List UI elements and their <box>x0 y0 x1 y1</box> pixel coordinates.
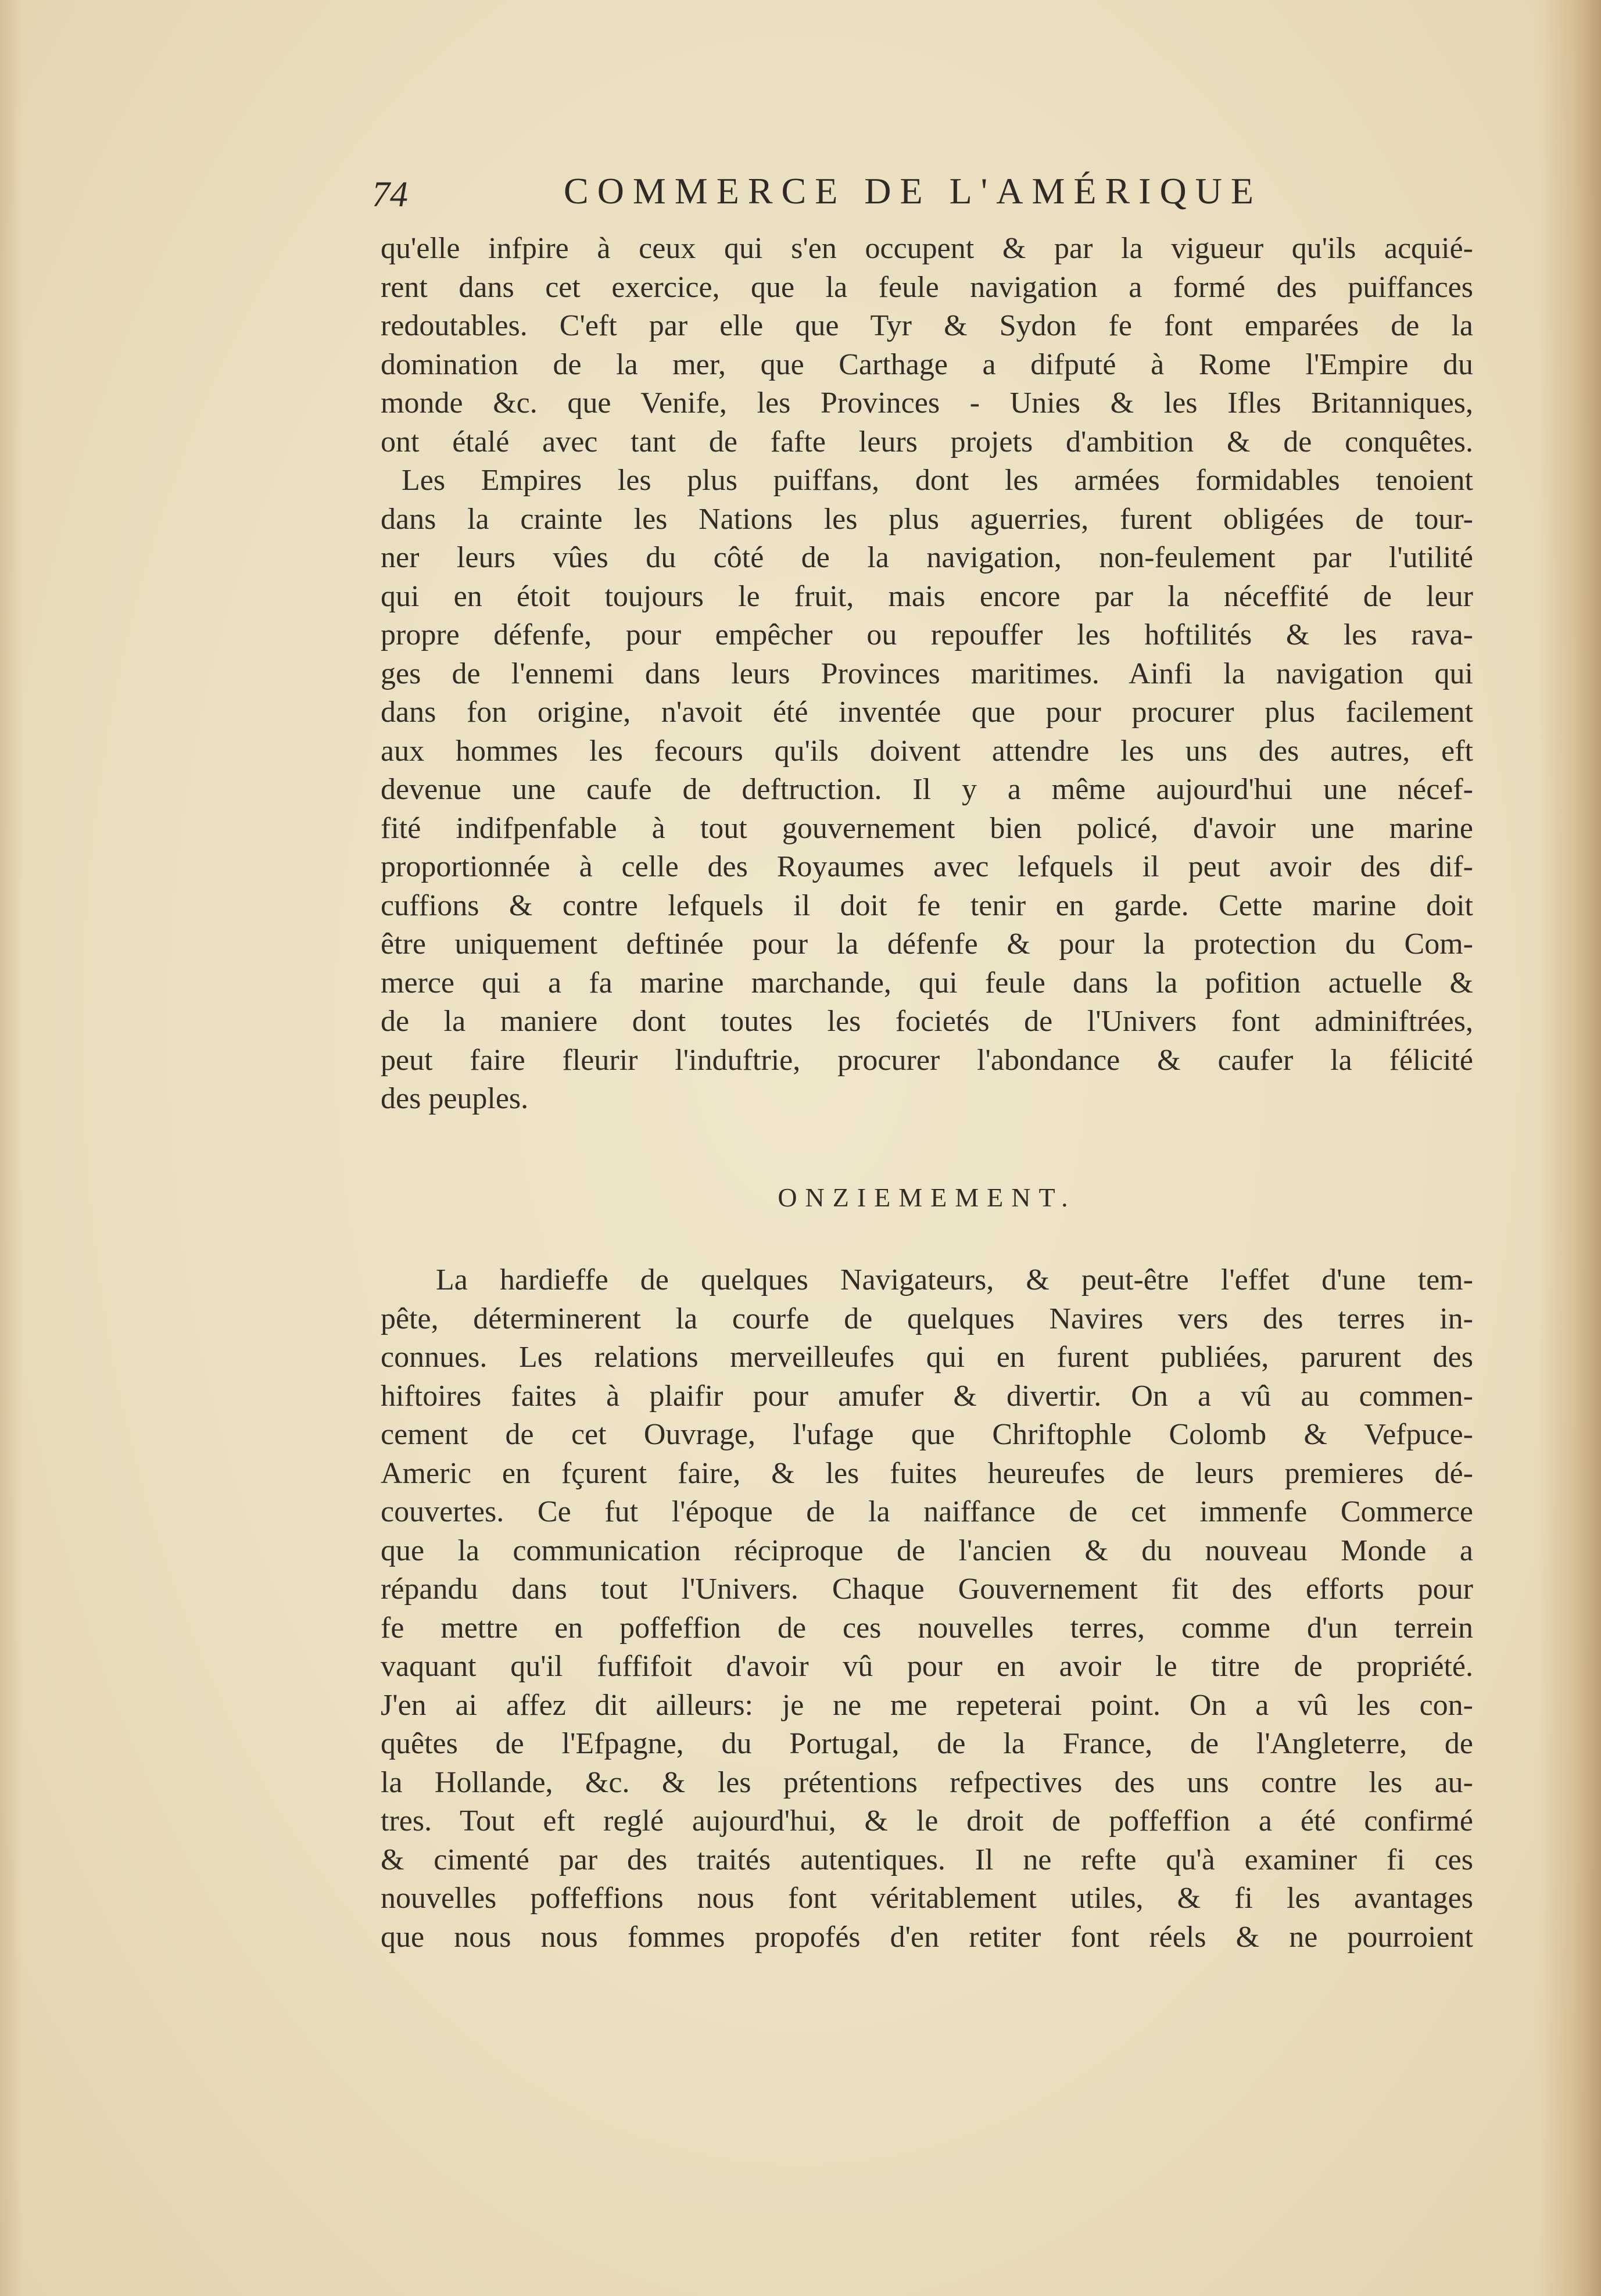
text-block-lower <box>381 1261 1473 1957</box>
text-line: de la maniere dont toutes les focietés de l'Univers font adminiftrées, <box>381 1005 1473 1038</box>
text-line: cement de cet Ouvrage, l'ufage que Chriftophle Colomb & Vefpuce- <box>381 1418 1473 1451</box>
text-line: ges de l'ennemi dans leurs Provinces maritimes. Ainfi la navigation qui <box>381 657 1473 690</box>
text-line: hiftoires faites à plaifir pour amufer & divertir. On a vû au commen- <box>381 1379 1473 1413</box>
paragraph-3 <box>381 1261 1473 1957</box>
text-line: quêtes de l'Efpagne, du Portugal, de la France, de l'Angleterre, de <box>381 1727 1473 1760</box>
text-line: peut faire fleurir l'induftrie, procurer l'abondance & caufer la félicité <box>381 1043 1473 1077</box>
text-line: couvertes. Ce fut l'époque de la naiffance de cet immenfe Commerce <box>381 1495 1473 1528</box>
text-line: pête, déterminerent la courfe de quelques Navires vers des terres in- <box>381 1302 1473 1335</box>
text-line: cuffions & contre lefquels il doit fe tenir en garde. Cette marine doit <box>381 889 1473 922</box>
text-line: dans la crainte les Nations les plus aguerries, furent obligées de tour- <box>381 502 1473 536</box>
text-line: vaquant qu'il fuffifoit d'avoir vû pour en avoir le titre de propriété. <box>381 1650 1473 1683</box>
text-line: la Hollande, &c. & les prétentions refpectives des uns contre les au- <box>381 1765 1473 1799</box>
text-line: & cimenté par des traités autentiques. Il ne refte qu'à examiner fi ces <box>381 1843 1473 1876</box>
paragraph-2 <box>381 461 1473 1119</box>
text-line: ner leurs vûes du côté de la navigation, non-feulement par l'utilité <box>381 541 1473 574</box>
text-line: que nous nous fommes propofés d'en retiter font réels & ne pourroient <box>381 1920 1473 1954</box>
running-title: COMMERCE DE L'AMÉRIQUE <box>564 170 1262 212</box>
text-line: que la communication réciproque de l'ancien & du nouveau Monde a <box>381 1534 1473 1567</box>
text-line: dans fon origine, n'avoit été inventée que pour procurer plus facilement <box>381 696 1473 729</box>
page-header <box>372 170 1360 222</box>
text-line: des peuples. <box>381 1082 529 1115</box>
text-block-upper <box>381 230 1473 1119</box>
page-right-edge-shadow <box>1537 0 1601 2296</box>
text-line: tres. Tout eft reglé aujourd'hui, & le droit de poffeffion a été confirmé <box>381 1804 1473 1837</box>
page-number: 74 <box>372 175 408 214</box>
text-line: ont étalé avec tant de fafte leurs projets d'ambition & de conquêtes. <box>381 425 1473 459</box>
text-line: fe mettre en poffeffion de ces nouvelles terres, comme d'un terrein <box>381 1611 1473 1645</box>
text-line: monde &c. que Venife, les Provinces - Unies & les Ifles Britanniques, <box>381 386 1473 420</box>
text-line: Les Empires les plus puiffans, dont les armées formidables tenoient <box>402 464 1473 497</box>
text-line: nouvelles poffeffions nous font véritablement utiles, & fi les avantages <box>381 1882 1473 1915</box>
text-line: propre défenfe, pour empêcher ou repouffer les hoftilités & les rava- <box>381 618 1473 651</box>
text-line: être uniquement deftinée pour la défenfe & pour la protection du Com- <box>381 927 1473 961</box>
text-line: qui en étoit toujours le fruit, mais encore par la néceffité de leur <box>381 579 1473 613</box>
text-line: Americ en fçurent faire, & les fuites heureufes de leurs premieres dé- <box>381 1456 1473 1490</box>
text-line: devenue une caufe de deftruction. Il y a même aujourd'hui une nécef- <box>381 773 1473 806</box>
text-line: merce qui a fa marine marchande, qui feule dans la pofition actuelle & <box>381 966 1473 1000</box>
text-line: rent dans cet exercice, que la feule navigation a formé des puiffances <box>381 270 1473 304</box>
text-line: proportionnée à celle des Royaumes avec lefquels il peut avoir des dif- <box>381 850 1473 883</box>
paragraph-1 <box>381 230 1473 461</box>
text-line: qu'elle infpire à ceux qui s'en occupent & par la vigueur qu'ils acquié- <box>381 232 1473 265</box>
page-left-edge-shadow <box>0 0 23 2296</box>
text-line: J'en ai affez dit ailleurs: je ne me repeterai point. On a vû les con- <box>381 1688 1473 1722</box>
text-line: redoutables. C'eft par elle que Tyr & Sydon fe font emparées de la <box>381 309 1473 342</box>
text-line: aux hommes les fecours qu'ils doivent attendre les uns des autres, eft <box>381 734 1473 768</box>
text-line: répandu dans tout l'Univers. Chaque Gouvernement fit des efforts pour <box>381 1573 1473 1606</box>
text-line: domination de la mer, que Carthage a difputé à Rome l'Empire du <box>381 348 1473 381</box>
text-line: La hardieffe de quelques Navigateurs, & peut-être l'effet d'une tem- <box>436 1263 1473 1296</box>
section-heading: ONZIEMEMENT. <box>778 1183 1076 1212</box>
text-line: connues. Les relations merveilleufes qui en furent publiées, parurent des <box>381 1341 1473 1374</box>
text-line: fité indifpenfable à tout gouvernement bien policé, d'avoir une marine <box>381 811 1473 845</box>
